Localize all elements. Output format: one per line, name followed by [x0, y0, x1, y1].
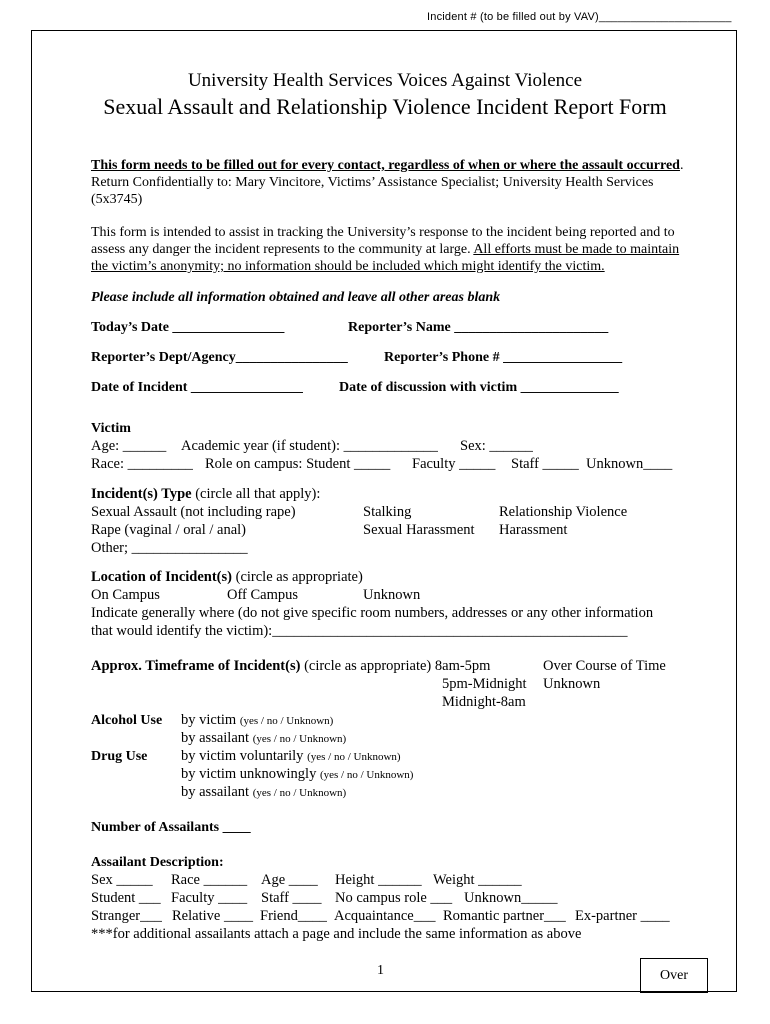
incident-type-heading: Incident(s) Type: [91, 486, 192, 502]
todays-date-field[interactable]: Today’s Date ________________: [91, 320, 285, 335]
reporters-dept-field[interactable]: Reporter’s Dept/Agency________________: [91, 350, 348, 365]
location-on-campus[interactable]: On Campus: [91, 587, 160, 603]
assailant-height-field[interactable]: Height ______: [335, 872, 422, 888]
purpose-line-3: the victim’s anonymity; no information should be included which might identify the victim.: [91, 259, 605, 274]
additional-assailants-note: ***for additional assailants attach a page and include the same information as above: [91, 926, 582, 942]
drug-unknowingly-line: [181, 766, 413, 784]
return-line-2: (5x3745): [91, 192, 143, 207]
number-of-assailants-field[interactable]: Number of Assailants ____: [91, 820, 251, 835]
assailant-romantic-partner-field[interactable]: Romantic partner___: [443, 908, 566, 924]
drug-use-heading: Drug Use: [91, 749, 148, 764]
location-heading: Location of Incident(s): [91, 569, 232, 585]
assailant-stranger-field[interactable]: Stranger___: [91, 908, 162, 924]
timeframe-unknown[interactable]: Unknown: [543, 676, 601, 692]
instruction-text: Please include all information obtained and leave all other areas blank: [91, 290, 501, 305]
reporters-phone-field[interactable]: Reporter’s Phone # _________________: [384, 350, 623, 365]
form-title: Sexual Assault and Relationship Violence Incident Report Form: [103, 94, 667, 119]
drug-voluntary-line: [181, 748, 401, 766]
victim-role-student-field[interactable]: Role on campus: Student _____: [205, 456, 391, 472]
victim-academic-year-field[interactable]: Academic year (if student): _____________: [181, 438, 438, 454]
option-sexual-harassment[interactable]: Sexual Harassment: [363, 522, 475, 538]
location-unknown[interactable]: Unknown: [363, 587, 421, 603]
victim-role-staff-field[interactable]: Staff _____: [511, 456, 579, 472]
timeframe-heading-line: [91, 658, 490, 675]
purpose-line-2b: All efforts must be made to maintain: [473, 242, 680, 257]
assailant-no-campus-role-field[interactable]: No campus role ___: [335, 890, 453, 906]
victim-heading: Victim: [91, 421, 131, 436]
alcohol-by-victim-label: by victim: [181, 712, 240, 728]
return-line-1: Return Confidentially to: Mary Vincitore, Victims’ Assistance Specialist; University Health Services: [91, 175, 654, 190]
purpose-line-2: [91, 241, 679, 258]
assailant-friend-field[interactable]: Friend____: [260, 908, 327, 924]
incident-type-instruction: (circle all that apply):: [191, 486, 321, 502]
victim-sex-field[interactable]: Sex: ______: [460, 438, 533, 454]
option-relationship-violence[interactable]: Relationship Violence: [499, 504, 628, 520]
drug-by-assailant-options[interactable]: (yes / no / Unknown): [252, 787, 347, 799]
alcohol-by-victim-line: [181, 712, 333, 730]
incident-type-heading-line: [91, 486, 320, 503]
option-stalking[interactable]: Stalking: [363, 504, 412, 520]
notice-text: This form needs to be filled out for every contact, regardless of when or where the assault occurred: [91, 158, 680, 173]
drug-voluntary-options[interactable]: (yes / no / Unknown): [307, 751, 401, 763]
incident-number-line: Incident # (to be filled out by VAV)_____________________: [427, 11, 732, 23]
location-off-campus[interactable]: Off Campus: [227, 587, 299, 603]
drug-unknowingly-options[interactable]: (yes / no / Unknown): [319, 769, 414, 781]
drug-by-assailant-line: [181, 784, 346, 802]
assailant-student-field[interactable]: Student ___: [91, 890, 161, 906]
victim-race-field[interactable]: Race: _________: [91, 456, 193, 472]
victim-age-field[interactable]: Age: ______: [91, 438, 167, 454]
alcohol-use-heading: Alcohol Use: [91, 713, 163, 728]
notice-line: [91, 157, 683, 174]
assailant-ex-partner-field[interactable]: Ex-partner ____: [575, 908, 670, 924]
assailant-unknown-field[interactable]: Unknown_____: [464, 890, 558, 906]
option-rape[interactable]: Rape (vaginal / oral / anal): [91, 522, 247, 538]
date-of-discussion-field[interactable]: Date of discussion with victim ______________: [339, 380, 619, 395]
assailant-acquaintance-field[interactable]: Acquaintance___: [334, 908, 436, 924]
drug-by-assailant-label: by assailant: [181, 784, 253, 800]
location-indicate-line-1: Indicate generally where (do not give specific room numbers, addresses or any other information: [91, 605, 654, 621]
assailant-description-heading: Assailant Description:: [91, 855, 224, 870]
assailant-weight-field[interactable]: Weight ______: [433, 872, 522, 888]
alcohol-by-victim-options[interactable]: (yes / no / Unknown): [239, 715, 334, 727]
assailant-race-field[interactable]: Race ______: [171, 872, 248, 888]
assailant-age-field[interactable]: Age ____: [261, 872, 318, 888]
option-other-field[interactable]: Other; ________________: [91, 540, 248, 556]
location-heading-line: [91, 569, 363, 586]
option-harassment[interactable]: Harassment: [499, 522, 568, 538]
drug-unknowingly-label: by victim unknowingly: [181, 766, 320, 782]
timeframe-8am-5pm[interactable]: 8am-5pm: [434, 658, 491, 674]
assailant-relative-field[interactable]: Relative ____: [172, 908, 253, 924]
purpose-line-2a: assess any danger the incident represents to the community at large.: [91, 242, 474, 257]
date-of-incident-field[interactable]: Date of Incident ________________: [91, 380, 303, 395]
organization-title: University Health Services Voices Against Violence: [187, 70, 583, 91]
timeframe-5pm-midnight[interactable]: 5pm-Midnight: [442, 676, 527, 692]
page-number: 1: [377, 963, 384, 978]
option-sexual-assault[interactable]: Sexual Assault (not including rape): [91, 504, 296, 520]
assailant-sex-field[interactable]: Sex _____: [91, 872, 153, 888]
assailant-staff-field[interactable]: Staff ____: [261, 890, 322, 906]
victim-role-faculty-field[interactable]: Faculty _____: [412, 456, 496, 472]
over-button[interactable]: Over: [640, 958, 708, 993]
timeframe-over-course[interactable]: Over Course of Time: [543, 658, 666, 674]
alcohol-by-assailant-line: [181, 730, 346, 748]
assailant-faculty-field[interactable]: Faculty ____: [171, 890, 248, 906]
location-instruction: (circle as appropriate): [231, 569, 363, 585]
location-indicate-field[interactable]: that would identify the victim):_________________________________________________: [91, 623, 628, 639]
timeframe-instruction: (circle as appropriate): [300, 658, 435, 674]
alcohol-by-assailant-options[interactable]: (yes / no / Unknown): [252, 733, 347, 745]
notice-period: .: [679, 158, 684, 173]
alcohol-by-assailant-label: by assailant: [181, 730, 253, 746]
timeframe-heading: Approx. Timeframe of Incident(s): [91, 658, 301, 674]
reporters-name-field[interactable]: Reporter’s Name ______________________: [348, 320, 609, 335]
victim-role-unknown-field[interactable]: Unknown____: [586, 456, 673, 472]
drug-voluntary-label: by victim voluntarily: [181, 748, 308, 764]
purpose-line-1: This form is intended to assist in tracking the University’s response to the incident being reported and to: [91, 225, 675, 240]
timeframe-midnight-8am[interactable]: Midnight-8am: [442, 694, 526, 710]
